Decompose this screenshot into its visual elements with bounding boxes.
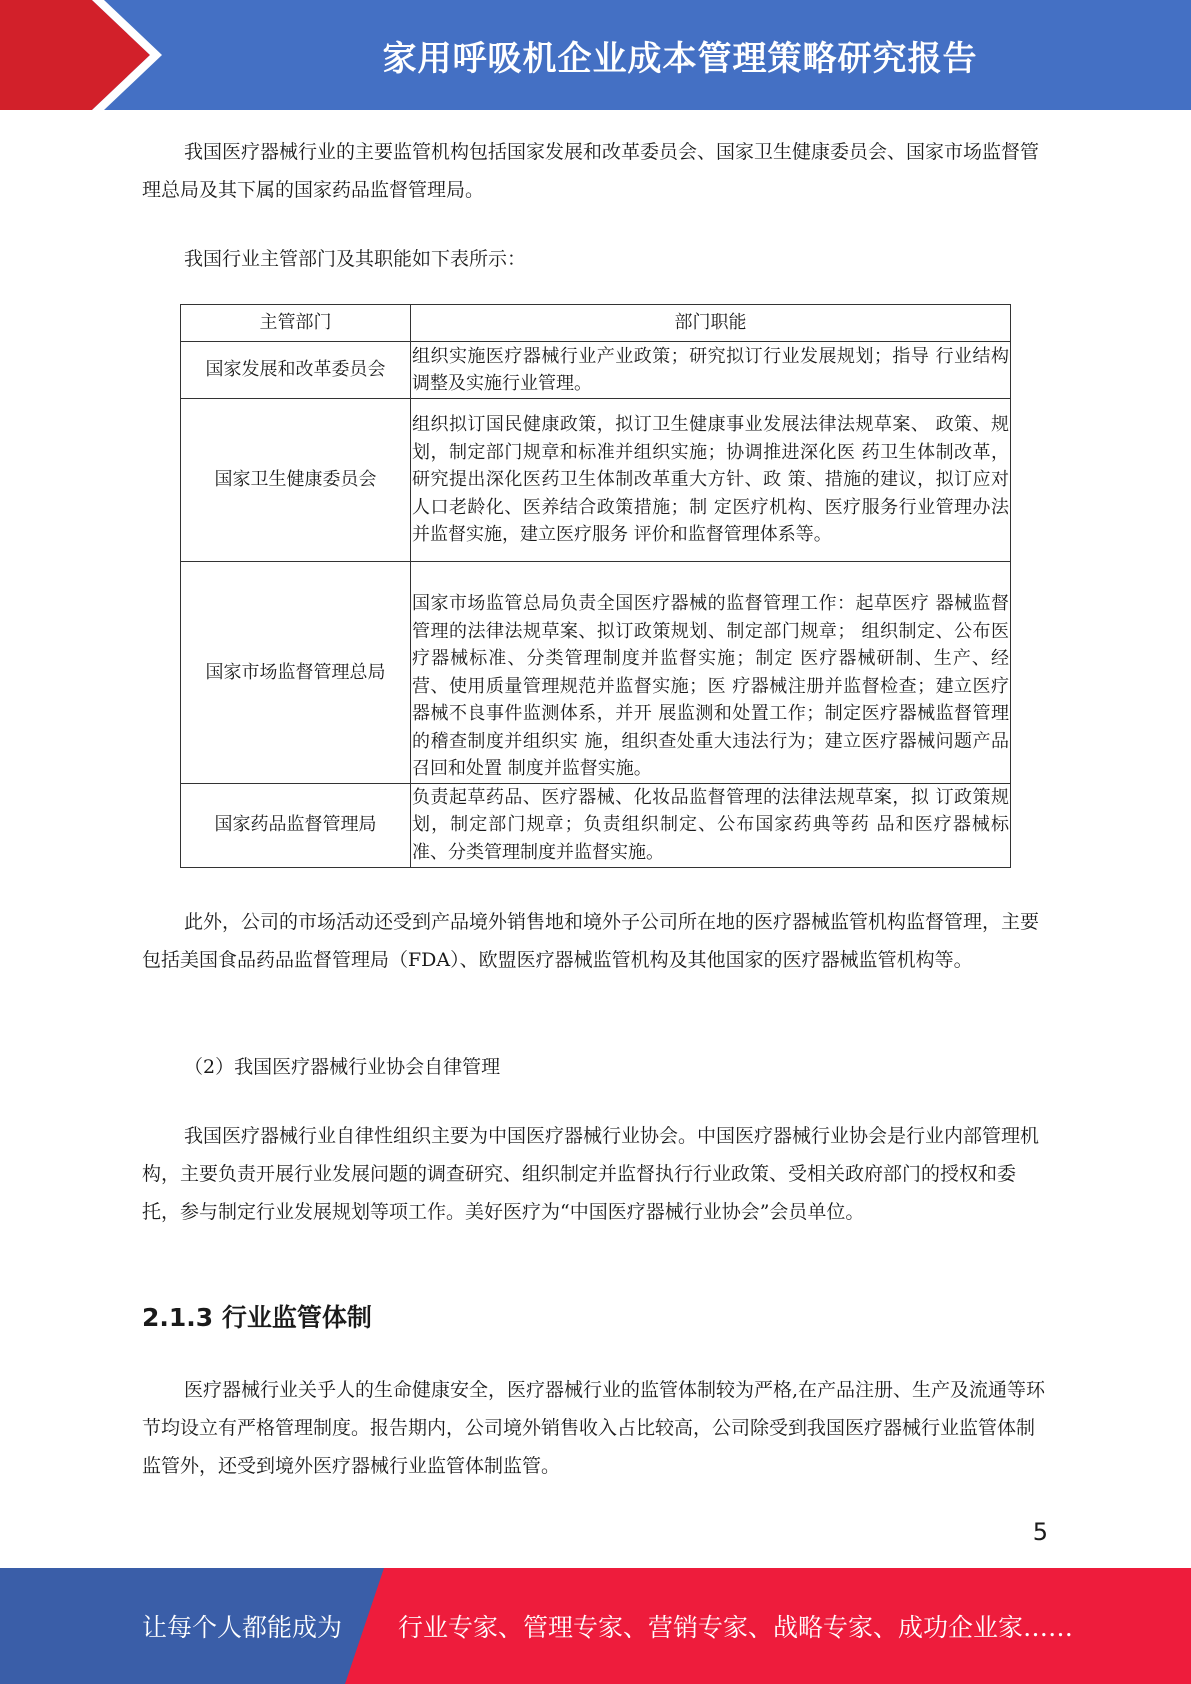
table-header-row <box>181 305 1011 342</box>
table-row <box>181 399 1011 562</box>
regulation-paragraph: 医疗器械行业关乎人的生命健康安全，医疗器械行业的监管体制较为严格,在产品注册、生产及流通等环节均设立有严格管理制度。报告期内，公司境外销售收入占比较高，公司除受到我国医疗器械行业监管体制监管外，还受到境外医疗器械行业监管体制监管。 <box>142 1379 1046 1477</box>
func-cell: 组织实施医疗器械行业产业政策；研究拟订行业发展规划；指导 行业结构调整及实施行业管理。 <box>411 342 1011 399</box>
footer-banner <box>0 1568 1191 1684</box>
dept-cell: 国家发展和改革委员会 <box>181 342 411 399</box>
column-header-dept: 主管部门 <box>181 305 411 342</box>
table-row <box>181 783 1011 867</box>
dept-cell: 国家市场监督管理总局 <box>181 562 411 784</box>
section-title: 2.1.3 行业监管体制 <box>142 1303 372 1332</box>
department-table <box>180 304 1011 868</box>
header-title: 家用呼吸机企业成本管理策略研究报告 <box>382 38 978 79</box>
intro-paragraph: 我国医疗器械行业的主要监管机构包括国家发展和改革委员会、国家卫生健康委员会、国家市场监督管理总局及其下属的国家药品监督管理局。 <box>142 141 1040 201</box>
table-row <box>181 562 1011 784</box>
footer-slogan-left: 让每个人都能成为 <box>142 1613 343 1642</box>
table-row <box>181 342 1011 399</box>
subheading: （2）我国医疗器械行业协会自律管理 <box>184 1056 501 1078</box>
footer-slogan-right: 行业专家、管理专家、营销专家、战略专家、成功企业家…… <box>398 1613 1074 1642</box>
func-cell: 负责起草药品、医疗器械、化妆品监督管理的法律法规草案，拟 订政策规划，制定部门规章；负责组织制定、公布国家药典等药 品和医疗器械标准、分类管理制度并监督实施。 <box>411 783 1011 867</box>
column-header-func: 部门职能 <box>411 305 1011 342</box>
func-cell: 国家市场监管总局负责全国医疗器械的监督管理工作：起草医疗 器械监督管理的法律法规草案、拟订政策规划、制定部门规章； 组织制定、公布医疗器械标准、分类管理制度并监督实施；制定 医疗器械研制、生产、经营、使用质量管理规范并监督实施；医 疗器械注册并监督检查；建立医疗器械不良事件监测体系，并开 展监测和处置工作；制定医疗器械监督管理的稽查制度并组织实 施，组织查处重大违法行为；建立医疗器械问题产品召回和处置 制度并监督实施。 <box>411 562 1011 784</box>
page-number: 5 <box>1032 1518 1048 1546</box>
func-cell: 组织拟订国民健康政策，拟订卫生健康事业发展法律法规草案、 政策、规划，制定部门规章和标准并组织实施；协调推进深化医 药卫生体制改革，研究提出深化医药卫生体制改革重大方针、政 策、措施的建议，拟订应对人口老龄化、医养结合政策措施；制 定医疗机构、医疗服务行业管理办法并监督实施，建立医疗服务 评价和监督管理体系等。 <box>411 399 1011 562</box>
overseas-paragraph: 此外，公司的市场活动还受到产品境外销售地和境外子公司所在地的医疗器械监管机构监督管理，主要包括美国食品药品监督管理局（FDA）、欧盟医疗器械监管机构及其他国家的医疗器械监管机构等。 <box>142 911 1040 971</box>
association-paragraph: 我国医疗器械行业自律性组织主要为中国医疗器械行业协会。中国医疗器械行业协会是行业内部管理机构，主要负责开展行业发展问题的调查研究、组织制定并监督执行行业政策、受相关政府部门的授权和委托，参与制定行业发展规划等项工作。美好医疗为“中国医疗器械行业协会”会员单位。 <box>142 1125 1040 1223</box>
dept-cell: 国家卫生健康委员会 <box>181 399 411 562</box>
dept-cell: 国家药品监督管理局 <box>181 783 411 867</box>
table-intro: 我国行业主管部门及其职能如下表所示： <box>184 248 527 270</box>
header-banner <box>0 0 1191 110</box>
